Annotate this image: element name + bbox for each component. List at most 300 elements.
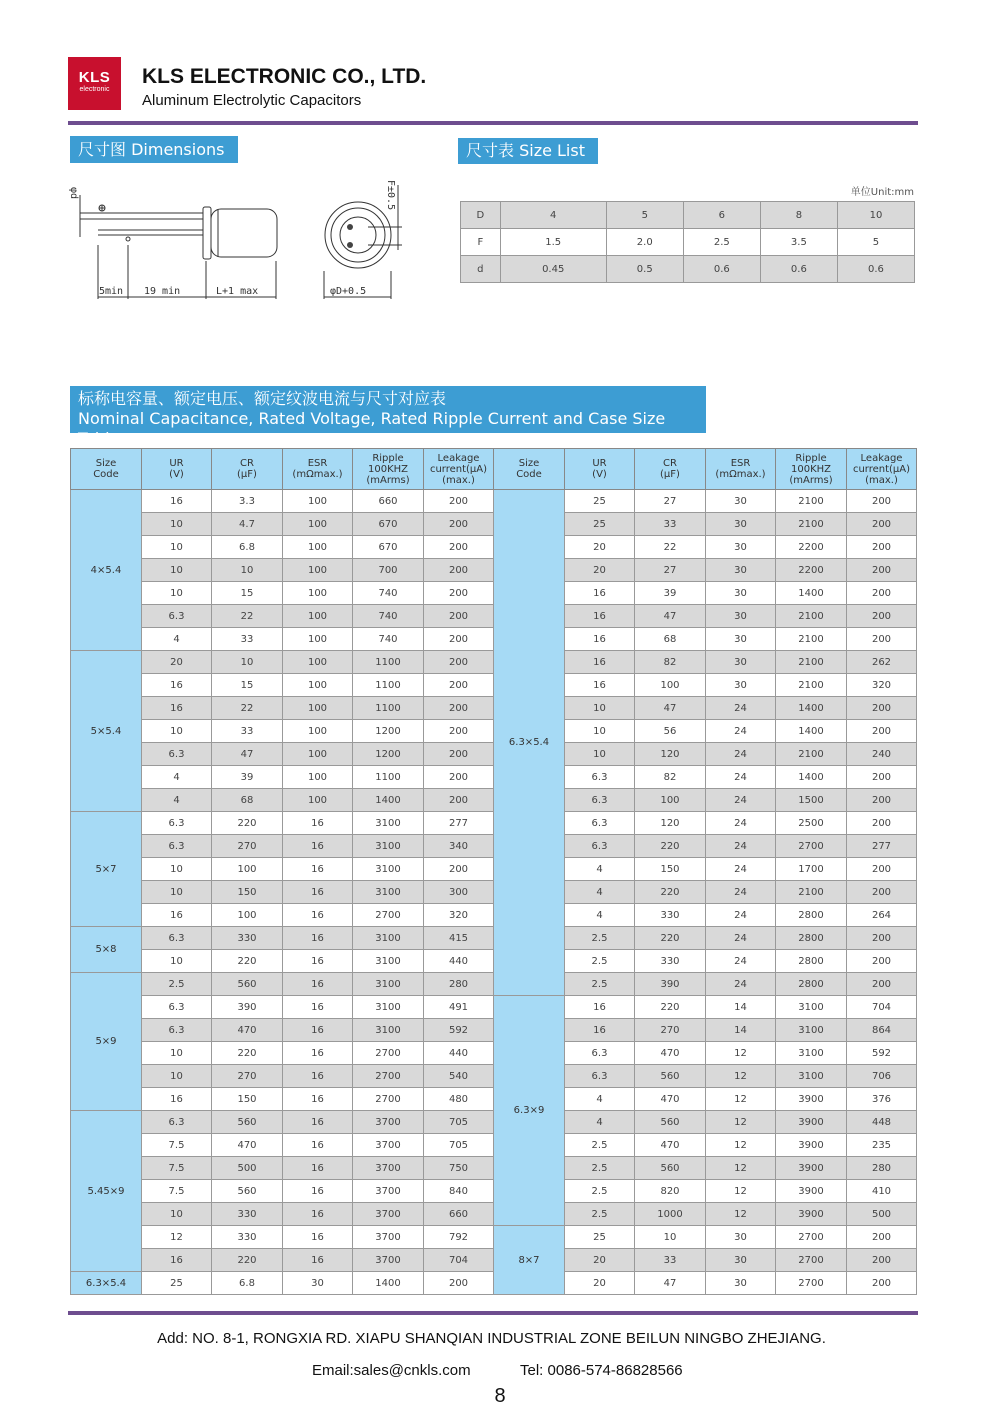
footer-divider — [68, 1311, 918, 1315]
right-value-cell: 2800 — [776, 904, 847, 927]
size-list-cell: 8 — [760, 202, 837, 229]
left-value-cell: 6.3 — [142, 927, 212, 950]
left-value-cell: 220 — [212, 950, 283, 973]
right-value-cell: 330 — [635, 950, 706, 973]
page-number: 8 — [494, 1385, 506, 1407]
left-value-cell: 200 — [424, 766, 494, 789]
right-value-cell: 1700 — [776, 858, 847, 881]
left-value-cell: 3700 — [353, 1226, 424, 1249]
left-value-cell: 3700 — [353, 1249, 424, 1272]
right-value-cell: 3100 — [776, 1019, 847, 1042]
left-value-cell: 16 — [142, 490, 212, 513]
right-value-cell: 68 — [635, 628, 706, 651]
right-value-cell: 3100 — [776, 996, 847, 1019]
left-value-cell: 7.5 — [142, 1180, 212, 1203]
right-value-cell: 1500 — [776, 789, 847, 812]
left-value-cell: 6.3 — [142, 812, 212, 835]
left-value-cell: 200 — [424, 743, 494, 766]
left-value-cell: 440 — [424, 950, 494, 973]
left-value-cell: 10 — [142, 720, 212, 743]
right-value-cell: 706 — [847, 1065, 917, 1088]
left-value-cell: 7.5 — [142, 1157, 212, 1180]
right-value-cell: 6.3 — [565, 812, 635, 835]
right-value-cell: 24 — [706, 835, 776, 858]
right-value-cell: 200 — [847, 1272, 917, 1295]
left-value-cell: 705 — [424, 1111, 494, 1134]
company-logo — [68, 57, 121, 110]
right-value-cell: 16 — [565, 582, 635, 605]
left-value-cell: 6.3 — [142, 1019, 212, 1042]
left-value-cell: 220 — [212, 812, 283, 835]
left-value-cell: 1200 — [353, 720, 424, 743]
left-value-cell: 470 — [212, 1019, 283, 1042]
left-value-cell: 660 — [424, 1203, 494, 1226]
right-value-cell: 1000 — [635, 1203, 706, 1226]
left-value-cell: 1200 — [353, 743, 424, 766]
right-value-cell: 100 — [635, 674, 706, 697]
right-value-cell: 24 — [706, 766, 776, 789]
left-value-cell: 10 — [142, 513, 212, 536]
right-value-cell: 2.5 — [565, 973, 635, 996]
left-value-cell: 33 — [212, 628, 283, 651]
left-value-cell: 16 — [283, 1203, 353, 1226]
left-value-cell: 4 — [142, 628, 212, 651]
right-value-cell: 3900 — [776, 1180, 847, 1203]
left-value-cell: 470 — [212, 1134, 283, 1157]
right-value-cell: 100 — [635, 789, 706, 812]
left-value-cell: 10 — [142, 858, 212, 881]
rating-table-title-cn: 标称电容量、额定电压、额定纹波电流与尺寸对应表 — [78, 389, 447, 408]
left-value-cell: 10 — [142, 881, 212, 904]
right-value-cell: 20 — [565, 536, 635, 559]
left-value-cell: 200 — [424, 582, 494, 605]
right-value-cell: 470 — [635, 1042, 706, 1065]
right-value-cell: 14 — [706, 1019, 776, 1042]
right-value-cell: 390 — [635, 973, 706, 996]
left-value-cell: 200 — [424, 789, 494, 812]
left-value-cell: 39 — [212, 766, 283, 789]
left-value-cell: 3700 — [353, 1180, 424, 1203]
left-value-cell: 16 — [283, 927, 353, 950]
left-value-cell: 10 — [142, 1042, 212, 1065]
right-value-cell: 30 — [706, 490, 776, 513]
left-value-cell: 15 — [212, 674, 283, 697]
right-value-cell: 12 — [706, 1203, 776, 1226]
right-value-cell: 30 — [706, 1249, 776, 1272]
left-value-cell: 220 — [212, 1249, 283, 1272]
left-value-cell: 200 — [424, 559, 494, 582]
right-value-cell: 2100 — [776, 513, 847, 536]
size-list-cell: F — [461, 229, 501, 256]
left-value-cell: 16 — [142, 697, 212, 720]
rating-table — [70, 448, 917, 1295]
right-value-cell: 47 — [635, 697, 706, 720]
size-list-cell: 5 — [606, 202, 683, 229]
right-value-cell: 200 — [847, 697, 917, 720]
right-size-code: 6.3×5.4 — [494, 490, 565, 996]
right-value-cell: 2.5 — [565, 1157, 635, 1180]
left-value-cell: 2700 — [353, 1042, 424, 1065]
left-value-cell: 1100 — [353, 651, 424, 674]
size-list-cell: 4 — [500, 202, 606, 229]
right-value-cell: 3900 — [776, 1157, 847, 1180]
left-value-cell: 1400 — [353, 789, 424, 812]
right-value-cell: 82 — [635, 766, 706, 789]
right-value-cell: 200 — [847, 858, 917, 881]
right-value-cell: 2200 — [776, 559, 847, 582]
left-value-cell: 10 — [142, 559, 212, 582]
right-value-cell: 200 — [847, 1249, 917, 1272]
right-value-cell: 39 — [635, 582, 706, 605]
right-value-cell: 240 — [847, 743, 917, 766]
right-value-cell: 470 — [635, 1088, 706, 1111]
left-value-cell: 200 — [424, 651, 494, 674]
size-list-cell: 5 — [837, 229, 914, 256]
right-value-cell: 12 — [706, 1042, 776, 1065]
left-value-cell: 390 — [212, 996, 283, 1019]
left-size-code: 5×8 — [71, 927, 142, 973]
right-value-cell: 24 — [706, 743, 776, 766]
size-list-cell: 0.6 — [760, 256, 837, 283]
left-value-cell: 68 — [212, 789, 283, 812]
right-value-cell: 264 — [847, 904, 917, 927]
left-value-cell: 100 — [283, 582, 353, 605]
right-value-cell: 560 — [635, 1065, 706, 1088]
left-value-cell: 150 — [212, 1088, 283, 1111]
left-value-cell: 200 — [424, 858, 494, 881]
left-value-cell: 740 — [353, 605, 424, 628]
header-divider — [68, 121, 918, 125]
left-value-cell: 100 — [283, 743, 353, 766]
left-value-cell: 16 — [283, 1088, 353, 1111]
right-value-cell: 47 — [635, 605, 706, 628]
right-value-cell: 120 — [635, 812, 706, 835]
right-value-cell: 150 — [635, 858, 706, 881]
left-value-cell: 2700 — [353, 1065, 424, 1088]
left-value-cell: 3100 — [353, 973, 424, 996]
left-value-cell: 670 — [353, 513, 424, 536]
left-value-cell: 6.3 — [142, 835, 212, 858]
right-value-cell: 220 — [635, 927, 706, 950]
right-value-cell: 270 — [635, 1019, 706, 1042]
left-value-cell: 10 — [142, 1203, 212, 1226]
right-value-cell: 10 — [635, 1226, 706, 1249]
left-value-cell: 280 — [424, 973, 494, 996]
left-value-cell: 200 — [424, 628, 494, 651]
left-size-code: 5×5.4 — [71, 651, 142, 812]
right-value-cell: 82 — [635, 651, 706, 674]
right-value-cell: 200 — [847, 720, 917, 743]
rating-table-header-cell: Ripple 100KHZ (mArms) — [776, 449, 847, 490]
left-value-cell: 3700 — [353, 1203, 424, 1226]
left-value-cell: 16 — [283, 1065, 353, 1088]
left-value-cell: 16 — [283, 1180, 353, 1203]
right-value-cell: 2800 — [776, 973, 847, 996]
left-value-cell: 20 — [142, 651, 212, 674]
right-value-cell: 2.5 — [565, 1134, 635, 1157]
size-list-cell: 0.6 — [837, 256, 914, 283]
size-list-row — [461, 256, 915, 283]
left-value-cell: 1400 — [353, 1272, 424, 1295]
right-value-cell: 24 — [706, 858, 776, 881]
right-value-cell: 448 — [847, 1111, 917, 1134]
right-value-cell: 2.5 — [565, 927, 635, 950]
right-value-cell: 3100 — [776, 1065, 847, 1088]
right-value-cell: 560 — [635, 1157, 706, 1180]
left-value-cell: 2700 — [353, 904, 424, 927]
size-list-cell: 1.5 — [500, 229, 606, 256]
right-value-cell: 2.5 — [565, 950, 635, 973]
right-value-cell: 262 — [847, 651, 917, 674]
label-diameter: φD+0.5 — [330, 286, 367, 297]
left-value-cell: 16 — [142, 674, 212, 697]
left-value-cell: 670 — [353, 536, 424, 559]
left-value-cell: 100 — [283, 789, 353, 812]
right-value-cell: 12 — [706, 1180, 776, 1203]
left-value-cell: 10 — [142, 536, 212, 559]
right-value-cell: 16 — [565, 651, 635, 674]
right-value-cell: 24 — [706, 720, 776, 743]
right-value-cell: 500 — [847, 1203, 917, 1226]
right-value-cell: 2700 — [776, 1249, 847, 1272]
right-value-cell: 200 — [847, 536, 917, 559]
right-value-cell: 16 — [565, 628, 635, 651]
right-value-cell: 12 — [706, 1065, 776, 1088]
right-value-cell: 1400 — [776, 766, 847, 789]
right-value-cell: 20 — [565, 559, 635, 582]
right-value-cell: 820 — [635, 1180, 706, 1203]
right-value-cell: 2.5 — [565, 1180, 635, 1203]
left-value-cell: 47 — [212, 743, 283, 766]
right-value-cell: 200 — [847, 766, 917, 789]
right-value-cell: 200 — [847, 490, 917, 513]
left-value-cell: 16 — [283, 881, 353, 904]
left-value-cell: 340 — [424, 835, 494, 858]
right-value-cell: 376 — [847, 1088, 917, 1111]
left-value-cell: 100 — [283, 605, 353, 628]
left-value-cell: 560 — [212, 1111, 283, 1134]
right-value-cell: 16 — [565, 1019, 635, 1042]
rating-table-header-cell: Ripple 100KHZ (mArms) — [353, 449, 424, 490]
left-value-cell: 16 — [283, 996, 353, 1019]
label-lead-min: 5min — [99, 286, 124, 297]
left-value-cell: 100 — [283, 628, 353, 651]
right-value-cell: 12 — [706, 1111, 776, 1134]
right-value-cell: 47 — [635, 1272, 706, 1295]
left-value-cell: 4 — [142, 789, 212, 812]
size-list-cell: D — [461, 202, 501, 229]
right-value-cell: 560 — [635, 1111, 706, 1134]
rating-table-title-en: Nominal Capacitance, Rated Voltage, Rated Ripple Current and Case Size Table — [78, 409, 666, 448]
left-value-cell: 840 — [424, 1180, 494, 1203]
right-value-cell: 200 — [847, 927, 917, 950]
right-value-cell: 200 — [847, 605, 917, 628]
right-value-cell: 16 — [565, 674, 635, 697]
right-value-cell: 704 — [847, 996, 917, 1019]
size-list-table — [460, 201, 915, 283]
right-value-cell: 200 — [847, 628, 917, 651]
right-value-cell: 220 — [635, 881, 706, 904]
right-value-cell: 27 — [635, 490, 706, 513]
right-value-cell: 200 — [847, 582, 917, 605]
left-value-cell: 3700 — [353, 1111, 424, 1134]
rating-table-header-cell: Size Code — [494, 449, 565, 490]
product-subtitle: Aluminum Electrolytic Capacitors — [142, 92, 362, 109]
right-value-cell: 30 — [706, 674, 776, 697]
size-list-cell: 6 — [683, 202, 760, 229]
rating-table-header-cell: Size Code — [71, 449, 142, 490]
left-value-cell: 100 — [283, 536, 353, 559]
left-value-cell: 16 — [142, 904, 212, 927]
left-value-cell: 330 — [212, 1203, 283, 1226]
left-value-cell: 740 — [353, 628, 424, 651]
right-value-cell: 30 — [706, 559, 776, 582]
right-value-cell: 2100 — [776, 628, 847, 651]
left-value-cell: 16 — [283, 835, 353, 858]
left-value-cell: 4.7 — [212, 513, 283, 536]
rating-table-header-cell: Leakage current(μA) (max.) — [847, 449, 917, 490]
rating-table-header-cell: ESR (mΩmax.) — [706, 449, 776, 490]
right-value-cell: 10 — [565, 743, 635, 766]
right-value-cell: 470 — [635, 1134, 706, 1157]
left-value-cell: 16 — [283, 812, 353, 835]
left-value-cell: 200 — [424, 490, 494, 513]
right-value-cell: 2.5 — [565, 1203, 635, 1226]
right-value-cell: 10 — [565, 697, 635, 720]
left-value-cell: 200 — [424, 605, 494, 628]
left-value-cell: 10 — [142, 950, 212, 973]
right-value-cell: 30 — [706, 1272, 776, 1295]
right-value-cell: 10 — [565, 720, 635, 743]
left-value-cell: 1100 — [353, 674, 424, 697]
left-value-cell: 200 — [424, 674, 494, 697]
right-value-cell: 2500 — [776, 812, 847, 835]
right-value-cell: 25 — [565, 1226, 635, 1249]
left-value-cell: 10 — [142, 1065, 212, 1088]
right-value-cell: 3900 — [776, 1134, 847, 1157]
right-value-cell: 24 — [706, 881, 776, 904]
left-value-cell: 2700 — [353, 1088, 424, 1111]
left-value-cell: 100 — [283, 559, 353, 582]
table-row — [71, 1226, 917, 1249]
right-value-cell: 22 — [635, 536, 706, 559]
right-value-cell: 1400 — [776, 582, 847, 605]
right-value-cell: 20 — [565, 1272, 635, 1295]
dimension-drawing — [68, 175, 418, 305]
right-value-cell: 2800 — [776, 950, 847, 973]
right-value-cell: 200 — [847, 973, 917, 996]
size-list-section-title: 尺寸表 Size List — [458, 138, 598, 164]
left-value-cell: 480 — [424, 1088, 494, 1111]
left-value-cell: 6.3 — [142, 743, 212, 766]
right-value-cell: 4 — [565, 1088, 635, 1111]
left-value-cell: 3100 — [353, 812, 424, 835]
right-value-cell: 592 — [847, 1042, 917, 1065]
right-value-cell: 3900 — [776, 1111, 847, 1134]
left-value-cell: 300 — [424, 881, 494, 904]
left-value-cell: 592 — [424, 1019, 494, 1042]
rating-table-section-title — [70, 386, 706, 448]
right-value-cell: 24 — [706, 927, 776, 950]
left-value-cell: 750 — [424, 1157, 494, 1180]
left-value-cell: 270 — [212, 835, 283, 858]
size-list-cell: 0.45 — [500, 256, 606, 283]
left-value-cell: 3100 — [353, 950, 424, 973]
right-value-cell: 16 — [565, 605, 635, 628]
left-value-cell: 792 — [424, 1226, 494, 1249]
left-value-cell: 277 — [424, 812, 494, 835]
left-value-cell: 100 — [283, 697, 353, 720]
right-value-cell: 2800 — [776, 927, 847, 950]
left-size-code: 4×5.4 — [71, 490, 142, 651]
left-value-cell: 3100 — [353, 858, 424, 881]
left-value-cell: 320 — [424, 904, 494, 927]
rating-table-header-cell: UR (V) — [565, 449, 635, 490]
left-value-cell: 3700 — [353, 1157, 424, 1180]
left-value-cell: 200 — [424, 720, 494, 743]
right-value-cell: 2100 — [776, 651, 847, 674]
right-value-cell: 4 — [565, 858, 635, 881]
right-value-cell: 200 — [847, 881, 917, 904]
footer-tel: Tel: 0086-574-86828566 — [520, 1362, 683, 1379]
size-list-cell: d — [461, 256, 501, 283]
right-value-cell: 14 — [706, 996, 776, 1019]
left-value-cell: 3100 — [353, 927, 424, 950]
left-value-cell: 270 — [212, 1065, 283, 1088]
unit-label: 单位Unit:mm — [850, 187, 914, 198]
right-value-cell: 4 — [565, 904, 635, 927]
right-value-cell: 120 — [635, 743, 706, 766]
logo-text: KLS — [78, 69, 111, 86]
left-size-code: 5×7 — [71, 812, 142, 927]
right-value-cell: 30 — [706, 513, 776, 536]
right-value-cell: 30 — [706, 582, 776, 605]
left-value-cell: 2.5 — [142, 973, 212, 996]
right-value-cell: 12 — [706, 1157, 776, 1180]
right-value-cell: 2700 — [776, 1272, 847, 1295]
left-value-cell: 704 — [424, 1249, 494, 1272]
left-value-cell: 16 — [283, 1249, 353, 1272]
rating-table-header-row — [71, 449, 917, 490]
right-value-cell: 2100 — [776, 743, 847, 766]
left-value-cell: 16 — [142, 1249, 212, 1272]
left-value-cell: 100 — [283, 766, 353, 789]
right-value-cell: 30 — [706, 536, 776, 559]
label-phi-d: φd — [68, 187, 79, 200]
right-value-cell: 24 — [706, 812, 776, 835]
left-value-cell: 3.3 — [212, 490, 283, 513]
label-f-tol: F±0.5 — [385, 180, 396, 211]
right-value-cell: 24 — [706, 904, 776, 927]
left-value-cell: 22 — [212, 605, 283, 628]
left-value-cell: 100 — [283, 720, 353, 743]
right-value-cell: 277 — [847, 835, 917, 858]
left-value-cell: 33 — [212, 720, 283, 743]
rating-table-header-cell: Leakage current(μA) (max.) — [424, 449, 494, 490]
left-value-cell: 560 — [212, 973, 283, 996]
left-value-cell: 220 — [212, 1042, 283, 1065]
left-value-cell: 100 — [212, 904, 283, 927]
right-value-cell: 2700 — [776, 835, 847, 858]
right-value-cell: 1400 — [776, 720, 847, 743]
right-value-cell: 200 — [847, 789, 917, 812]
size-list-cell: 0.6 — [683, 256, 760, 283]
left-value-cell: 3700 — [353, 1134, 424, 1157]
right-value-cell: 56 — [635, 720, 706, 743]
right-value-cell: 3900 — [776, 1203, 847, 1226]
right-value-cell: 200 — [847, 513, 917, 536]
left-value-cell: 16 — [283, 904, 353, 927]
